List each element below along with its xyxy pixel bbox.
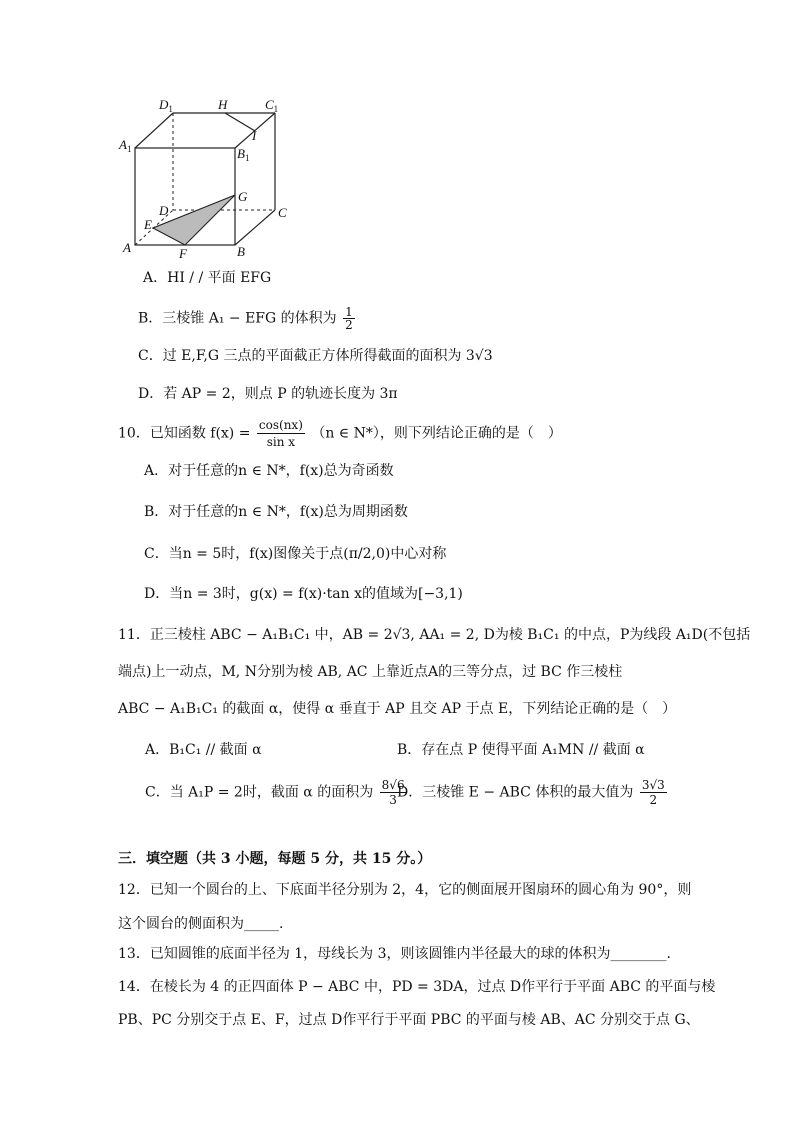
q11-option-b: B．存在点 P 使得平面 A₁MN // 截面 α — [397, 742, 645, 758]
edge-h-i — [225, 113, 255, 131]
q11-option-d-text: D．三棱锥 E − ABC 体积的最大值为 — [397, 784, 634, 801]
section-3-title: 三．填空题（共 3 小题，每题 5 分，共 15 分。） — [118, 851, 432, 867]
q9-option-b-frac — [343, 306, 355, 331]
q10-stem-post: （n ∈ N*），则下列结论正确的是（ ） — [311, 425, 562, 442]
q11-option-d — [397, 779, 667, 806]
label-a: A — [123, 240, 131, 255]
q11-option-d-num: 3√3 — [641, 778, 665, 792]
q11-line2: 端点)上一动点，M, N分别为棱 AB, AC 上靠近点A的三等分点，过 BC 作三棱柱 — [118, 664, 623, 680]
label-g: G — [238, 189, 248, 204]
q10-option-b: B．对于任意的n ∈ N*，f(x)总为周期函数 — [144, 504, 408, 520]
label-b: B — [237, 244, 245, 259]
q11-line1: 11．正三棱柱 ABC − A₁B₁C₁ 中，AB = 2√3, AA₁ = 2, D为棱 B₁C₁ 的中点，P为线段 A₁D(不包括 — [118, 627, 751, 643]
q14-line1: 14．在棱长为 4 的正四面体 P − ABC 中，PD = 3DA，过点 D作平行于平面 ABC 的平面与棱 — [118, 979, 716, 995]
label-d1: $D_1$ — [159, 97, 173, 114]
q9-option-d: D．若 AP = 2，则点 P 的轨迹长度为 3π — [138, 386, 398, 402]
q11-option-c-num: 8√6 — [381, 778, 405, 792]
q13-line1: 13．已知圆锥的底面半径为 1，母线长为 3，则该圆锥内半径最大的球的体积为________. — [118, 946, 671, 962]
label-i: I — [252, 128, 257, 143]
q10-frac-num: cos(nx) — [258, 418, 303, 432]
q10-frac — [257, 419, 305, 448]
q11-option-c — [145, 779, 407, 806]
q9-option-b-den: 2 — [345, 318, 353, 332]
q10-stem — [118, 419, 562, 448]
q11-option-a: A．B₁C₁ // 截面 α — [145, 742, 262, 758]
q9-option-c: C．过 E,F,G 三点的平面截正方体所得截面的面积为 3√3 — [138, 348, 493, 364]
q12-line1: 12．已知一个圆台的上、下底面半径分别为 2，4，它的侧面展开图扇环的圆心角为 90°，则 — [118, 882, 692, 898]
q9-option-b-text: B．三棱锥 A₁ − EFG 的体积为 — [138, 310, 337, 327]
label-d: D — [159, 203, 169, 218]
q10-option-c: C．当n = 5时，f(x)图像关于点(π/2,0)中心对称 — [144, 546, 447, 562]
cube-figure — [115, 95, 295, 260]
q10-option-d: D．当n = 3时，g(x) = f(x)·tan x的值域为[−3,1) — [144, 586, 463, 602]
q11-option-d-frac — [640, 779, 667, 806]
q11-option-c-den: 3 — [389, 793, 397, 807]
q11-option-d-den: 2 — [649, 793, 658, 807]
edge-b-c — [235, 210, 275, 245]
q10-option-a: A．对于任意的n ∈ N*，f(x)总为奇函数 — [144, 463, 394, 479]
label-h: H — [218, 97, 228, 112]
q12-line2: 这个圆台的侧面积为_____. — [118, 916, 284, 932]
q9-option-b-num: 1 — [345, 305, 353, 319]
q9-option-a: A．HI / / 平面 EFG — [143, 270, 272, 286]
label-a1: $A_1$ — [119, 137, 132, 154]
q11-option-c-text: C．当 A₁P = 2时，截面 α 的面积为 — [145, 784, 374, 801]
label-c: C — [278, 205, 287, 220]
edge-a1-d1 — [135, 113, 173, 148]
label-e: E — [144, 217, 152, 232]
label-b1: $B_1$ — [237, 146, 250, 163]
q9-option-b — [138, 306, 355, 331]
q14-line2: PB、PC 分别交于点 E、F，过点 D作平行于平面 PBC 的平面与棱 AB、AC 分别交于点 G、 — [118, 1012, 700, 1028]
q11-line3: ABC − A₁B₁C₁ 的截面 α，使得 α 垂直于 AP 且交 AP 于点 E，下列结论正确的是（ ） — [118, 701, 677, 717]
label-f: F — [179, 246, 187, 260]
q10-frac-den: sin x — [266, 435, 296, 449]
label-c1: $C_1$ — [265, 97, 279, 114]
q10-stem-pre: 10．已知函数 f(x) = — [118, 425, 251, 442]
